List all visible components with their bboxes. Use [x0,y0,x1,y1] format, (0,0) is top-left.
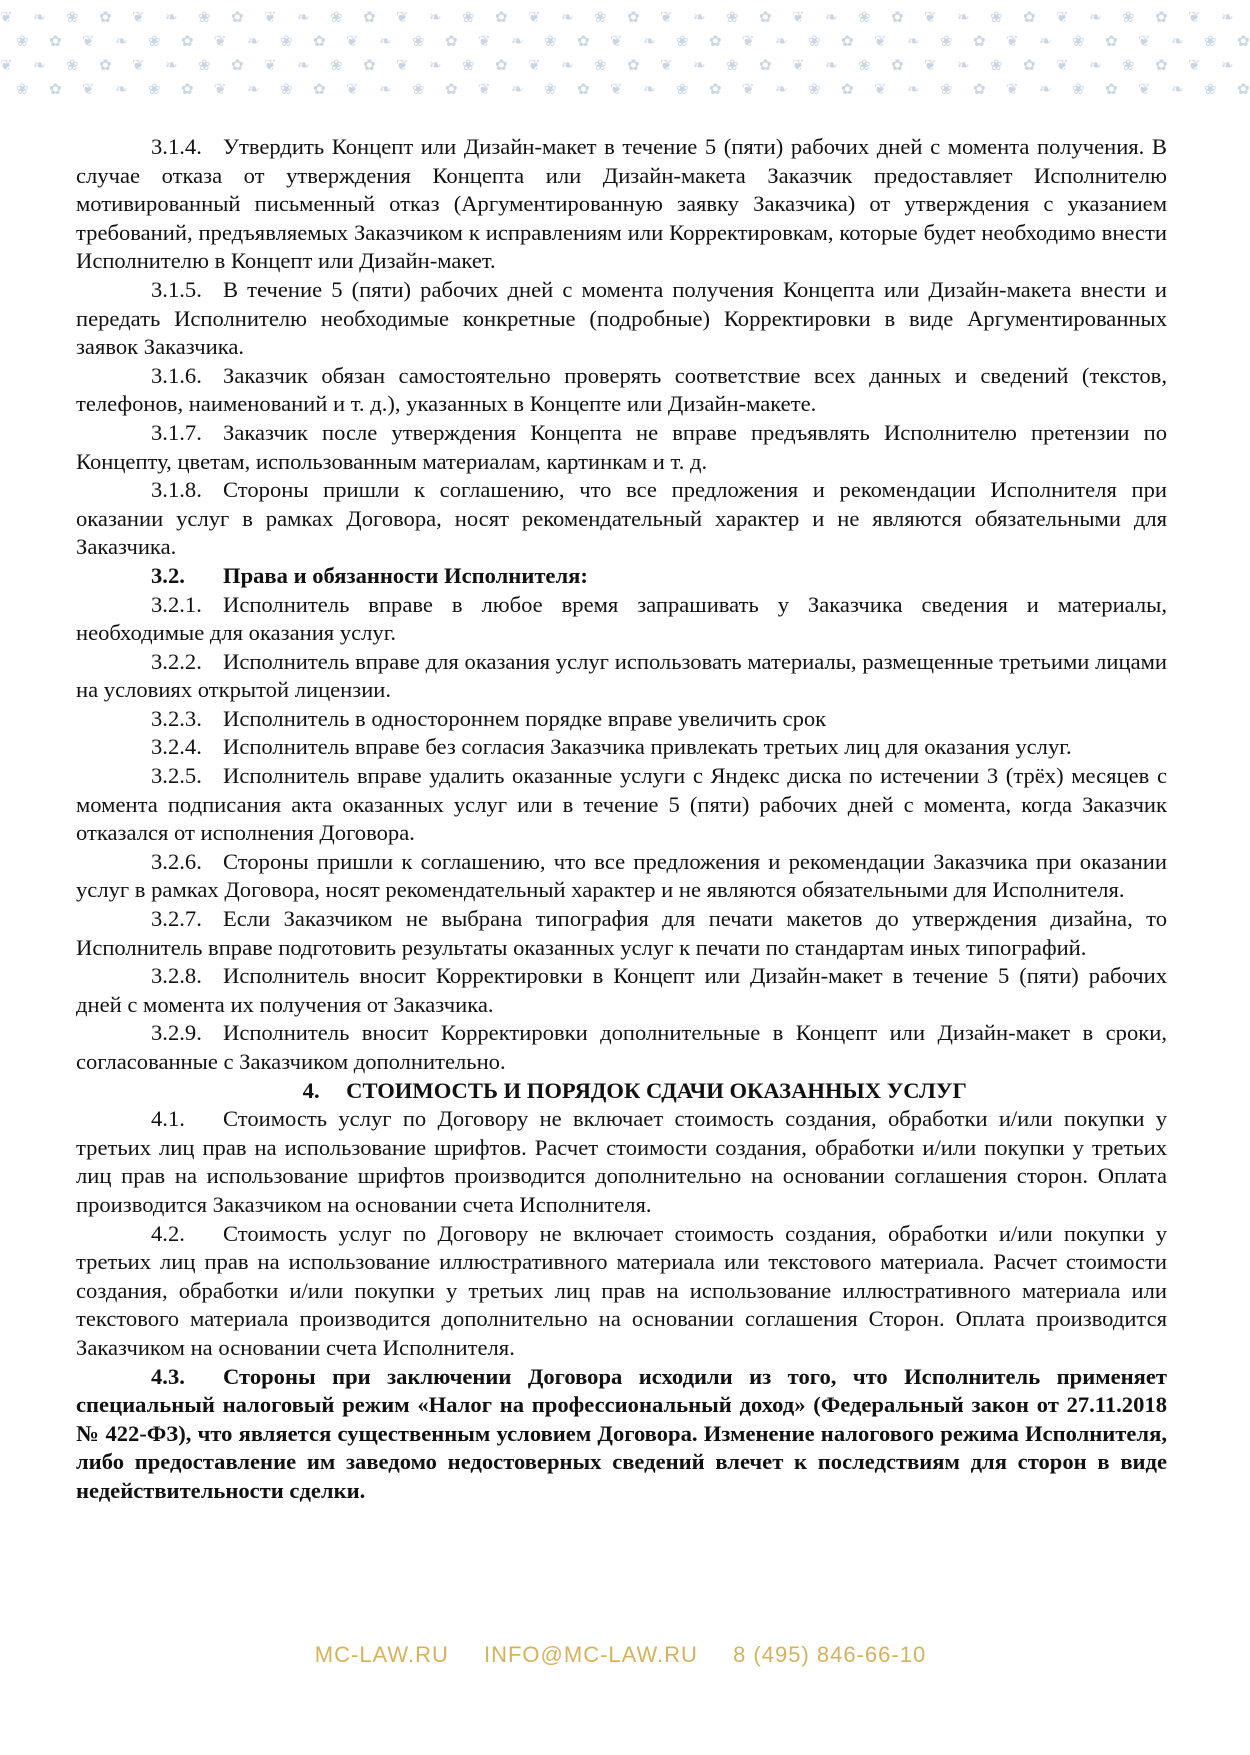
clause-text: Стороны при заключении Договора исходили из того, что Исполнитель применяет специальный налоговый режим «Налог на профессиональный доход» (Федеральный закон от 27.11.2018 № 422-ФЗ), что является существенным условием Договора. Изменение налогового режима Исполнителя, либо предоставление им заведомо недостоверных сведений влечет к последствиям для сторон в виде недействительности сделки. [76,1363,1167,1503]
pattern-ornament-icon: ✿ [1023,8,1036,26]
pattern-ornament-icon: ✿ [495,8,508,26]
pattern-ornament-icon: ❀ [858,56,871,74]
pattern-ornament-icon: ✿ [891,8,904,26]
subheading-text: Права и обязанности Исполнителя: [223,562,588,588]
clause-number: 4.2. [151,1220,185,1246]
clause-text: Исполнитель в одностороннем порядке вправе увеличить срок [223,705,827,731]
pattern-ornament-icon: ❧ [775,32,788,50]
pattern-ornament-icon: ✿ [1105,80,1118,98]
pattern-ornament-icon: ✿ [313,80,326,98]
pattern-ornament-icon: ❧ [33,8,46,26]
pattern-ornament-icon: ❧ [643,80,656,98]
pattern-ornament-icon: ❧ [561,56,574,74]
clause-text: Исполнитель вносит Корректировки дополнительные в Концепт или Дизайн-макет в сроки, согласованные с Заказчиком дополнительно. [76,1020,1167,1074]
pattern-ornament-icon: ❧ [115,80,128,98]
clause-text: Исполнитель вправе для оказания услуг использовать материалы, размещенные третьими лицами на условиях открытой лицензии. [76,648,1167,703]
pattern-ornament-icon: ✿ [231,8,244,26]
pattern-ornament-icon: ❦ [528,56,541,74]
pattern-ornament-icon: ❧ [1221,8,1234,26]
pattern-ornament-icon: ❦ [478,32,491,50]
pattern-ornament-icon: ✿ [759,8,772,26]
clause-text: Исполнитель вправе в любое время запрашивать у Заказчика сведения и материалы, необходимые для оказания услуг. [76,591,1167,646]
clause-paragraph [76,762,1167,848]
pattern-ornament-icon: ✿ [445,32,458,50]
footer-contacts [0,1642,1241,1668]
pattern-ornament-icon: ❧ [511,32,524,50]
pattern-ornament-icon: ❦ [792,8,805,26]
clause-number: 3.1.6. [151,362,202,388]
pattern-ornament-icon: ❧ [957,56,970,74]
clause-text: Заказчик после утверждения Концепта не вправе предъявлять Исполнителю претензии по Концепту, цветам, использованным материалам, картинкам и т. д. [76,419,1167,474]
pattern-ornament-icon: ❀ [198,8,211,26]
pattern-ornament-icon: ❀ [808,32,821,50]
pattern-ornament-icon: ✿ [841,80,854,98]
pattern-ornament-icon: ❧ [1089,56,1102,74]
pattern-ornament-icon: ❧ [1039,32,1052,50]
clause-text: Стоимость услуг по Договору не включает стоимость создания, обработки и/или покупки у третьих лиц прав на использование иллюстративного материала или текстового материала. Расчет стоимости создания, обработки и/или покупки у третьих лиц прав на использование иллюстративного материала или текстового материала производится дополнительно на основании соглашения Сторон. Оплата производится Заказчиком на основании счета Исполнителя. [76,1220,1167,1360]
pattern-ornament-icon: ❀ [1204,80,1217,98]
pattern-ornament-icon: ❧ [429,56,442,74]
clause-number: 3.2. [151,562,185,588]
header-decorative-pattern [0,0,1250,112]
pattern-ornament-icon: ❧ [1039,80,1052,98]
pattern-ornament-icon: ❧ [1221,56,1234,74]
clause-text: Стороны пришли к соглашению, что все предложения и рекомендации Исполнителя при оказании услуг в рамках Договора, носят рекомендательный характер и не являются обязательными для Заказчика. [76,477,1167,560]
pattern-ornament-icon: ❦ [1188,56,1201,74]
pattern-ornament-icon: ❀ [1072,32,1085,50]
pattern-ornament-icon: ✿ [49,80,62,98]
clause-paragraph [76,276,1167,362]
pattern-ornament-icon: ❧ [1171,80,1184,98]
pattern-ornament-icon: ❦ [396,56,409,74]
pattern-ornament-icon: ✿ [99,56,112,74]
clause-number: 3.1.8. [151,477,202,503]
clause-paragraph [76,962,1167,1019]
clause-text: Исполнитель вправе без согласия Заказчика привлекать третьих лиц для оказания услуг. [223,734,1072,760]
pattern-ornament-icon: ✿ [709,80,722,98]
pattern-ornament-icon: ✿ [627,8,640,26]
pattern-ornament-icon: ✿ [577,32,590,50]
clause-text: Заказчик обязан самостоятельно проверять соответствие всех данных и сведений (текстов, телефонов, наименований и т. д.), указанных в Концепте или Дизайн-макете. [76,362,1167,417]
pattern-ornament-icon: ✿ [445,80,458,98]
pattern-ornament-icon: ❀ [16,32,29,50]
pattern-ornament-icon: ❧ [693,8,706,26]
clause-number: 3.2.3. [151,705,202,731]
pattern-ornament-icon: ❀ [544,32,557,50]
pattern-ornament-icon: ❀ [990,8,1003,26]
pattern-ornament-icon: ❀ [330,8,343,26]
pattern-ornament-icon: ❧ [907,32,920,50]
pattern-ornament-icon: ❧ [1089,8,1102,26]
pattern-ornament-icon: ❀ [280,80,293,98]
pattern-ornament-icon: ✿ [759,56,772,74]
pattern-ornament-icon: ✿ [891,56,904,74]
pattern-ornament-icon: ❦ [0,8,13,26]
clause-paragraph [76,419,1167,476]
clause-paragraph [76,648,1167,705]
pattern-ornament-icon: ❧ [379,80,392,98]
pattern-ornament-icon: ❀ [66,8,79,26]
pattern-ornament-icon: ❦ [660,8,673,26]
clause-text: Стороны пришли к соглашению, что все предложения и рекомендации Заказчика при оказании услуг в рамках Договора, носят рекомендательный характер и не являются обязательными для Исполнителя. [76,848,1167,903]
pattern-ornament-icon: ✿ [313,32,326,50]
pattern-ornament-icon: ❦ [396,8,409,26]
pattern-ornament-icon: ❀ [940,80,953,98]
pattern-ornament-icon: ❦ [478,80,491,98]
footer-site-link[interactable]: MC-LAW.RU [314,1642,449,1667]
clause-paragraph [76,1019,1167,1076]
pattern-ornament-icon: ✿ [49,32,62,50]
pattern-ornament-icon: ✿ [627,56,640,74]
pattern-ornament-icon: ❧ [957,8,970,26]
pattern-ornament-icon: ❀ [1122,8,1135,26]
pattern-ornament-icon: ❀ [330,56,343,74]
pattern-ornament-icon: ✿ [1237,80,1250,98]
pattern-ornament-icon: ❧ [643,32,656,50]
pattern-ornament-icon: ❧ [379,32,392,50]
clause-number: 3.2.1. [151,591,202,617]
pattern-ornament-icon: ❧ [1171,32,1184,50]
clause-number: 4.3. [151,1363,185,1389]
pattern-ornament-icon: ❀ [544,80,557,98]
pattern-ornament-icon: ❀ [148,32,161,50]
clause-paragraph [76,1220,1167,1363]
pattern-ornament-icon: ❦ [214,80,227,98]
pattern-ornament-icon: ❧ [297,8,310,26]
pattern-ornament-icon: ✿ [1155,56,1168,74]
pattern-ornament-icon: ❀ [412,80,425,98]
pattern-ornament-icon: ❀ [1204,32,1217,50]
pattern-ornament-icon: ❧ [33,56,46,74]
clause-text: Стоимость услуг по Договору не включает стоимость создания, обработки и/или покупки у третьих лиц прав на использование шрифтов. Расчет стоимости создания, обработки и/или покупки у третьих лиц прав на использование шрифтов производится дополнительно на основании соглашения сторон. Оплата производится Заказчиком на основании счета Исполнителя. [76,1106,1167,1217]
pattern-ornament-icon: ✿ [363,8,376,26]
pattern-ornament-icon: ❀ [594,8,607,26]
clause-paragraph [76,133,1167,276]
clause-text: В течение 5 (пяти) рабочих дней с момента получения Концепта или Дизайн-макета внести и передать Исполнителю необходимые конкретные (подробные) Корректировки в виде Аргументированных заявок Заказчика. [76,276,1167,360]
clause-paragraph [76,1105,1167,1219]
pattern-ornament-icon: ❦ [528,8,541,26]
pattern-ornament-icon: ❀ [412,32,425,50]
pattern-ornament-icon: ✿ [1155,8,1168,26]
clause-number: 3.2.4. [151,734,202,760]
clause-paragraph [76,848,1167,905]
pattern-ornament-icon: ❀ [16,80,29,98]
pattern-ornament-icon: ❀ [726,8,739,26]
clause-paragraph [76,705,1167,734]
pattern-ornament-icon: ❦ [1056,56,1069,74]
pattern-ornament-icon: ❦ [924,8,937,26]
clause-number: 3.2.8. [151,963,202,989]
pattern-ornament-icon: ❦ [1056,8,1069,26]
pattern-ornament-icon: ✿ [709,32,722,50]
pattern-ornament-icon: ❦ [1138,32,1151,50]
pattern-ornament-icon: ❦ [214,32,227,50]
section-4-title [76,1077,1167,1106]
pattern-ornament-icon: ❦ [1006,80,1019,98]
pattern-ornament-icon: ❀ [940,32,953,50]
pattern-ornament-icon: ❦ [346,32,359,50]
clause-paragraph [76,591,1167,648]
pattern-ornament-icon: ❧ [561,8,574,26]
pattern-ornament-icon: ❦ [264,56,277,74]
pattern-ornament-icon: ❦ [1188,8,1201,26]
clause-number: 3.2.6. [151,848,202,874]
pattern-ornament-icon: ❦ [742,80,755,98]
pattern-ornament-icon: ❀ [1122,56,1135,74]
clause-text: Утвердить Концепт или Дизайн-макет в течение 5 (пяти) рабочих дней с момента получения. В случае отказа от утверждения Концепта или Дизайн-макета Заказчик предоставляет Исполнителю мотивированный письменный отказ (Аргументированную заявку Заказчика) от утверждения с указанием требований, предъявляемых Заказчиком к исправлениям или Корректировкам, которые будет необходимо внести Исполнителю в Концепт или Дизайн-макет. [76,134,1167,274]
document-body [76,133,1167,1506]
pattern-ornament-icon: ❧ [297,56,310,74]
pattern-ornament-icon: ✿ [1237,32,1250,50]
pattern-ornament-icon: ❧ [693,56,706,74]
pattern-ornament-icon: ❦ [1006,32,1019,50]
pattern-ornament-icon: ❀ [676,32,689,50]
pattern-ornament-icon: ✿ [1105,32,1118,50]
pattern-ornament-icon: ❧ [247,32,260,50]
pattern-ornament-icon: ❦ [610,80,623,98]
pattern-ornament-icon: ✿ [363,56,376,74]
pattern-ornament-icon: ❀ [148,80,161,98]
clause-number: 3.1.7. [151,419,202,445]
pattern-ornament-icon: ✿ [181,32,194,50]
pattern-ornament-icon: ❀ [676,80,689,98]
pattern-ornament-icon: ❦ [132,8,145,26]
pattern-ornament-icon: ✿ [495,56,508,74]
footer-phone: 8 (495) 846-66-10 [733,1642,927,1667]
pattern-ornament-icon: ❀ [808,80,821,98]
pattern-ornament-icon: ❧ [165,8,178,26]
pattern-ornament-icon: ❦ [82,80,95,98]
pattern-ornament-icon: ❧ [511,80,524,98]
pattern-ornament-icon: ✿ [973,32,986,50]
pattern-ornament-icon: ❧ [115,32,128,50]
clause-number: 3.2.7. [151,906,202,932]
pattern-ornament-icon: ❦ [82,32,95,50]
clause-number: 4.1. [151,1106,185,1132]
pattern-ornament-icon: ❀ [66,56,79,74]
clause-paragraph [76,733,1167,762]
pattern-ornament-icon: ✿ [99,8,112,26]
section-number: 4. [302,1077,320,1103]
pattern-ornament-icon: ❧ [907,80,920,98]
pattern-ornament-icon: ✿ [577,80,590,98]
subheading-3-2 [76,562,1167,591]
pattern-ornament-icon: ❀ [594,56,607,74]
pattern-ornament-icon: ❧ [165,56,178,74]
pattern-ornament-icon: ✿ [973,80,986,98]
pattern-ornament-icon: ✿ [841,32,854,50]
pattern-ornament-icon: ❧ [775,80,788,98]
clause-number: 3.2.5. [151,763,202,789]
clause-paragraph [76,476,1167,562]
pattern-ornament-icon: ❧ [825,56,838,74]
pattern-ornament-icon: ✿ [181,80,194,98]
pattern-ornament-icon: ❦ [660,56,673,74]
clause-number: 3.1.5. [151,276,202,302]
clause-number: 3.1.4. [151,134,202,159]
clause-number: 3.2.9. [151,1020,202,1046]
clause-paragraph [76,362,1167,419]
pattern-ornament-icon: ❦ [874,80,887,98]
pattern-ornament-icon: ❧ [429,8,442,26]
pattern-ornament-icon: ✿ [231,56,244,74]
pattern-ornament-icon: ❦ [0,56,13,74]
pattern-ornament-icon: ❦ [924,56,937,74]
section-title-text: СТОИМОСТЬ И ПОРЯДОК СДАЧИ ОКАЗАННЫХ УСЛУГ [346,1077,967,1103]
pattern-ornament-icon: ❀ [462,56,475,74]
pattern-ornament-icon: ❀ [990,56,1003,74]
clause-text: Если Заказчиком не выбрана типография для печати макетов до утверждения дизайна, то Исполнитель вправе подготовить результаты оказанных услуг к печати по стандартам иных типографий. [76,906,1167,960]
pattern-ornament-icon: ❧ [825,8,838,26]
clause-4-3 [76,1363,1167,1506]
pattern-ornament-icon: ❦ [264,8,277,26]
pattern-ornament-icon: ❦ [132,56,145,74]
pattern-ornament-icon: ✿ [1023,56,1036,74]
pattern-ornament-icon: ❦ [346,80,359,98]
pattern-ornament-icon: ❀ [462,8,475,26]
clause-text: Исполнитель вносит Корректировки в Концепт или Дизайн-макет в течение 5 (пяти) рабочих дней с момента их получения от Заказчика. [76,963,1167,1017]
clause-text: Исполнитель вправе удалить оказанные услуги с Яндекс диска по истечении 3 (трёх) месяцев с момента подписания акта оказанных услуг или в течение 5 (пяти) рабочих дней с момента, когда Заказчик отказался от исполнения Договора. [76,763,1167,846]
pattern-ornament-icon: ❀ [858,8,871,26]
pattern-ornament-icon: ❀ [280,32,293,50]
pattern-ornament-icon: ❧ [247,80,260,98]
pattern-ornament-icon: ❀ [198,56,211,74]
clause-paragraph [76,905,1167,962]
footer-email-link[interactable]: INFO@MC-LAW.RU [483,1642,698,1667]
pattern-ornament-icon: ❦ [874,32,887,50]
pattern-ornament-icon: ❦ [610,32,623,50]
pattern-ornament-icon: ❀ [726,56,739,74]
pattern-ornament-icon: ❦ [742,32,755,50]
pattern-ornament-icon: ❦ [792,56,805,74]
pattern-ornament-icon: ❦ [1138,80,1151,98]
pattern-ornament-icon: ❀ [1072,80,1085,98]
clause-number: 3.2.2. [151,648,202,674]
